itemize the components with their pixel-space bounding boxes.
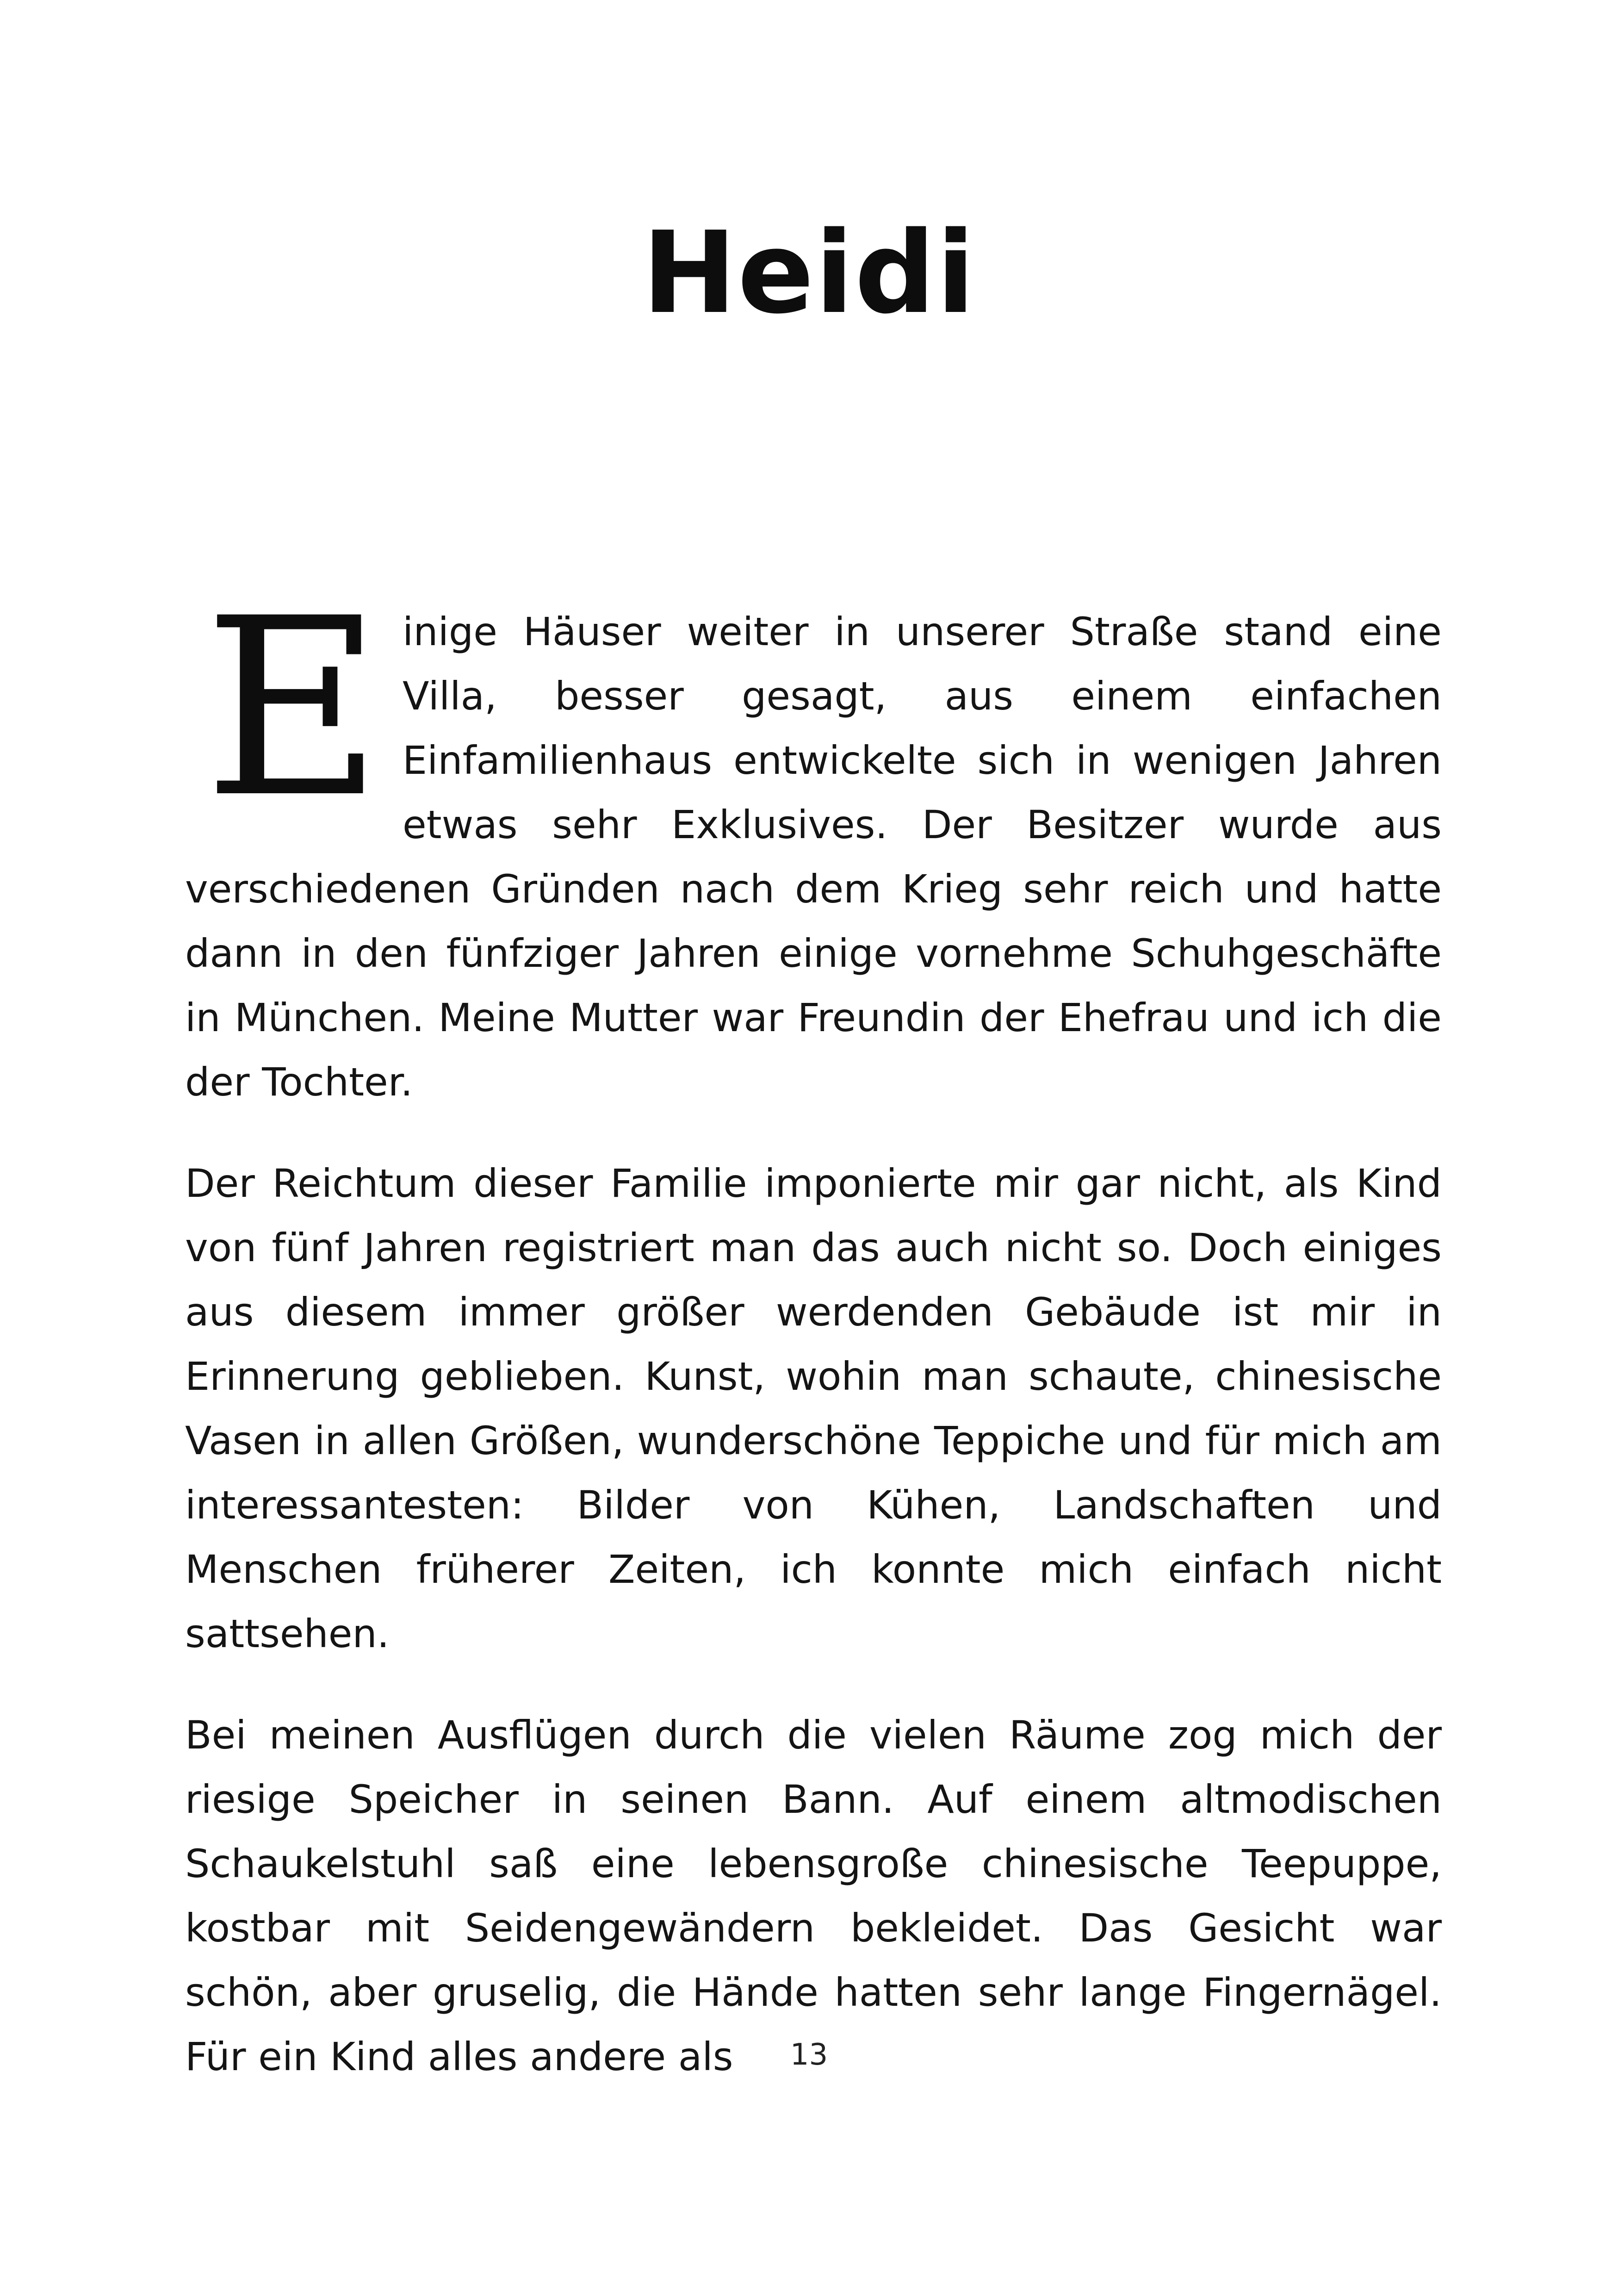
paragraph-2: Der Reichtum dieser Familie imponierte mir gar nicht, als Kind von fünf Jahren registriert man das auch nicht so. Doch einiges aus diesem immer größer werdenden Gebäude ist mir in Erinnerung geblieben. Kunst, wohin man schaute, chinesische Vasen in allen Größen, wunderschöne Teppiche und für mich am interessantesten: Bilder von Kühen, Landschaften und Menschen früherer Zeiten, ich konnte mich einfach nicht sattsehen.	[185, 1161, 1442, 1656]
body-text	[185, 566, 1442, 2126]
chapter-title: Heidi	[642, 207, 976, 339]
page-number: 13	[790, 2038, 828, 2072]
paragraph-3: Bei meinen Ausflügen durch die vielen Räume zog mich der riesige Speicher in seinen Bann. Auf einem altmodischen Schaukelstuhl saß eine lebensgroße chinesische Teepuppe, kostbar mit Seidengewändern bekleidet. Das Gesicht war schön, aber gruselig, die Hände hatten sehr lange Fingernägel. Für ein Kind alles andere als	[185, 1712, 1442, 2079]
paragraph-1-text: inige Häuser weiter in unserer Straße stand eine Villa, besser gesagt, aus einem einfachen Einfamilienhaus entwickelte sich in wenigen Jahren etwas sehr Exklusives. Der Besitzer wurde aus verschiedenen Gründen nach dem Krieg sehr reich und hatte dann in den fünfziger Jahren einige vornehme Schuhgeschäfte in München. Meine Mutter war Freundin der Ehefrau und ich die der Tochter.	[185, 609, 1442, 1105]
paragraph-1	[185, 566, 1442, 1114]
drop-cap-letter: E	[204, 566, 383, 851]
